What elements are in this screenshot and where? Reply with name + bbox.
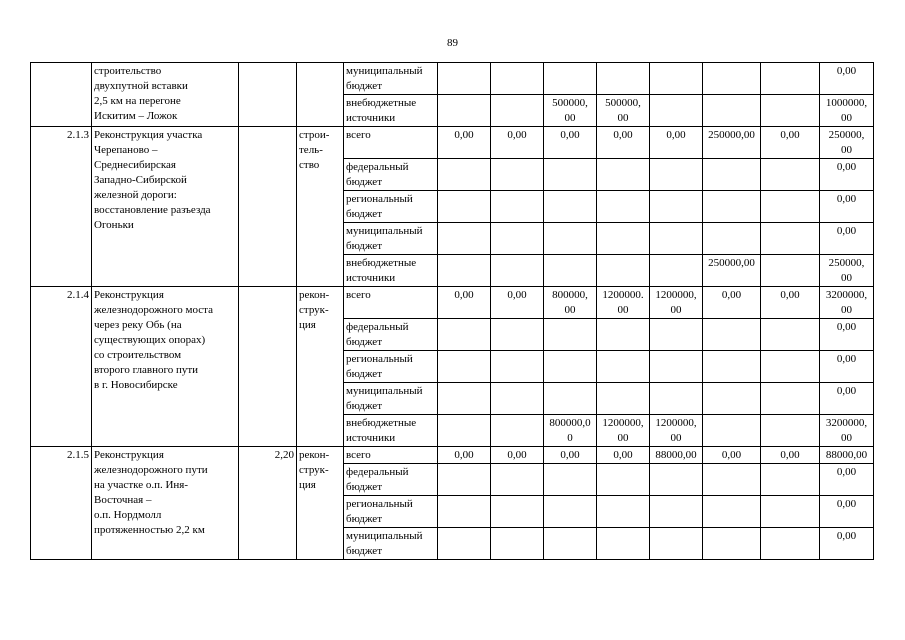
year-value (761, 63, 820, 95)
item-quantity (239, 127, 297, 287)
year-value (491, 63, 544, 95)
year-value (597, 464, 650, 496)
year-value (703, 415, 761, 447)
year-value (650, 95, 703, 127)
year-value (703, 159, 761, 191)
table-row (31, 127, 874, 159)
page-number: 89 (447, 37, 458, 49)
item-number: 2.1.3 (31, 127, 92, 287)
year-value: 0,00 (761, 127, 820, 159)
year-value (761, 159, 820, 191)
year-value (597, 159, 650, 191)
year-value (491, 319, 544, 351)
year-value (703, 496, 761, 528)
year-value (650, 191, 703, 223)
year-value: 250000,00 (703, 255, 761, 287)
total-value: 1000000, 00 (820, 95, 874, 127)
year-value (761, 95, 820, 127)
item-description: строительство двухпутной вставки 2,5 км на перегоне Искитим – Ложок (92, 63, 239, 127)
work-type (297, 63, 344, 127)
year-value (650, 528, 703, 560)
year-value (597, 351, 650, 383)
year-value (761, 383, 820, 415)
year-value (438, 351, 491, 383)
year-value (544, 63, 597, 95)
item-description: Реконструкция железнодорожного моста через реку Обь (на существующих опорах) со строительством второго главного пути в г. Новосибирске (92, 287, 239, 447)
total-value: 0,00 (820, 351, 874, 383)
year-value (438, 191, 491, 223)
year-value: 1200000, 00 (650, 415, 703, 447)
year-value (597, 319, 650, 351)
year-value: 800000, 00 (544, 287, 597, 319)
year-value (597, 528, 650, 560)
item-number (31, 63, 92, 127)
year-value: 0,00 (544, 127, 597, 159)
year-value: 0,00 (597, 127, 650, 159)
year-value (438, 415, 491, 447)
year-value (650, 223, 703, 255)
year-value (438, 528, 491, 560)
funding-source: муниципальный бюджет (344, 528, 438, 560)
year-value (544, 159, 597, 191)
year-value (544, 464, 597, 496)
table-row (31, 63, 874, 95)
budget-table (30, 62, 874, 560)
year-value (703, 191, 761, 223)
year-value (597, 63, 650, 95)
year-value (491, 528, 544, 560)
year-value (703, 223, 761, 255)
funding-source: федеральный бюджет (344, 159, 438, 191)
total-value: 88000,00 (820, 447, 874, 464)
table-row (31, 287, 874, 319)
year-value: 0,00 (491, 447, 544, 464)
total-value: 0,00 (820, 319, 874, 351)
year-value (703, 351, 761, 383)
year-value (650, 496, 703, 528)
year-value: 0,00 (491, 287, 544, 319)
year-value: 800000,0 0 (544, 415, 597, 447)
year-value (703, 464, 761, 496)
total-value: 0,00 (820, 528, 874, 560)
item-number: 2.1.5 (31, 447, 92, 560)
total-value: 250000, 00 (820, 127, 874, 159)
year-value (544, 255, 597, 287)
total-value: 0,00 (820, 63, 874, 95)
year-value (438, 319, 491, 351)
year-value: 1200000. 00 (597, 287, 650, 319)
year-value (761, 496, 820, 528)
year-value: 500000, 00 (544, 95, 597, 127)
year-value (491, 464, 544, 496)
year-value (544, 351, 597, 383)
total-value: 0,00 (820, 223, 874, 255)
item-number: 2.1.4 (31, 287, 92, 447)
year-value (703, 95, 761, 127)
year-value: 0,00 (491, 127, 544, 159)
year-value (650, 351, 703, 383)
year-value (491, 95, 544, 127)
year-value (650, 255, 703, 287)
year-value (438, 464, 491, 496)
year-value: 250000,00 (703, 127, 761, 159)
year-value (703, 319, 761, 351)
year-value (761, 464, 820, 496)
funding-source: муниципальный бюджет (344, 383, 438, 415)
year-value (703, 63, 761, 95)
year-value (491, 351, 544, 383)
year-value (597, 383, 650, 415)
year-value (544, 528, 597, 560)
item-description: Реконструкция железнодорожного пути на участке о.п. Иня- Восточная – о.п. Нордмолл протяженностью 2,2 км (92, 447, 239, 560)
work-type: рекон- струк- ция (297, 287, 344, 447)
year-value (597, 496, 650, 528)
funding-source: региональный бюджет (344, 191, 438, 223)
funding-source: всего (344, 127, 438, 159)
year-value: 1200000, 00 (650, 287, 703, 319)
work-type: строи- тель- ство (297, 127, 344, 287)
year-value: 0,00 (650, 127, 703, 159)
work-type: рекон- струк- ция (297, 447, 344, 560)
item-quantity: 2,20 (239, 447, 297, 560)
year-value (703, 383, 761, 415)
total-value: 250000, 00 (820, 255, 874, 287)
item-quantity (239, 63, 297, 127)
year-value (491, 255, 544, 287)
funding-source: внебюджетные источники (344, 95, 438, 127)
funding-source: федеральный бюджет (344, 464, 438, 496)
year-value (761, 528, 820, 560)
item-description: Реконструкция участка Черепаново – Среднесибирская Западно-Сибирской железной дороги: восстановление разъезда Огоньки (92, 127, 239, 287)
year-value (650, 383, 703, 415)
year-value (703, 528, 761, 560)
year-value: 0,00 (544, 447, 597, 464)
total-value: 3200000, 00 (820, 415, 874, 447)
total-value: 0,00 (820, 383, 874, 415)
year-value (761, 191, 820, 223)
year-value (650, 464, 703, 496)
funding-source: федеральный бюджет (344, 319, 438, 351)
funding-source: внебюджетные источники (344, 255, 438, 287)
funding-source: муниципальный бюджет (344, 223, 438, 255)
year-value (544, 223, 597, 255)
year-value (544, 383, 597, 415)
year-value (438, 255, 491, 287)
year-value (597, 223, 650, 255)
total-value: 0,00 (820, 159, 874, 191)
year-value (597, 255, 650, 287)
year-value (438, 159, 491, 191)
year-value (761, 319, 820, 351)
year-value (761, 255, 820, 287)
funding-source: региональный бюджет (344, 351, 438, 383)
year-value: 0,00 (761, 287, 820, 319)
year-value (761, 223, 820, 255)
year-value (438, 95, 491, 127)
total-value: 3200000, 00 (820, 287, 874, 319)
year-value: 0,00 (438, 447, 491, 464)
budget-table-body (31, 63, 874, 560)
year-value (438, 383, 491, 415)
year-value: 500000, 00 (597, 95, 650, 127)
year-value (650, 63, 703, 95)
year-value: 0,00 (703, 287, 761, 319)
year-value (491, 496, 544, 528)
year-value (544, 496, 597, 528)
year-value (544, 191, 597, 223)
funding-source: внебюджетные источники (344, 415, 438, 447)
year-value (491, 223, 544, 255)
funding-source: муниципальный бюджет (344, 63, 438, 95)
year-value (438, 496, 491, 528)
year-value (544, 319, 597, 351)
year-value: 0,00 (597, 447, 650, 464)
year-value: 1200000, 00 (597, 415, 650, 447)
total-value: 0,00 (820, 191, 874, 223)
year-value (650, 159, 703, 191)
year-value (761, 351, 820, 383)
year-value (491, 191, 544, 223)
total-value: 0,00 (820, 496, 874, 528)
year-value (491, 383, 544, 415)
item-quantity (239, 287, 297, 447)
year-value: 0,00 (438, 287, 491, 319)
year-value: 0,00 (761, 447, 820, 464)
funding-source: региональный бюджет (344, 496, 438, 528)
year-value: 0,00 (438, 127, 491, 159)
year-value: 0,00 (703, 447, 761, 464)
table-row (31, 447, 874, 464)
year-value (438, 223, 491, 255)
year-value (597, 191, 650, 223)
total-value: 0,00 (820, 464, 874, 496)
year-value (491, 159, 544, 191)
year-value (438, 63, 491, 95)
year-value (491, 415, 544, 447)
year-value: 88000,00 (650, 447, 703, 464)
year-value (761, 415, 820, 447)
year-value (650, 319, 703, 351)
funding-source: всего (344, 287, 438, 319)
funding-source: всего (344, 447, 438, 464)
